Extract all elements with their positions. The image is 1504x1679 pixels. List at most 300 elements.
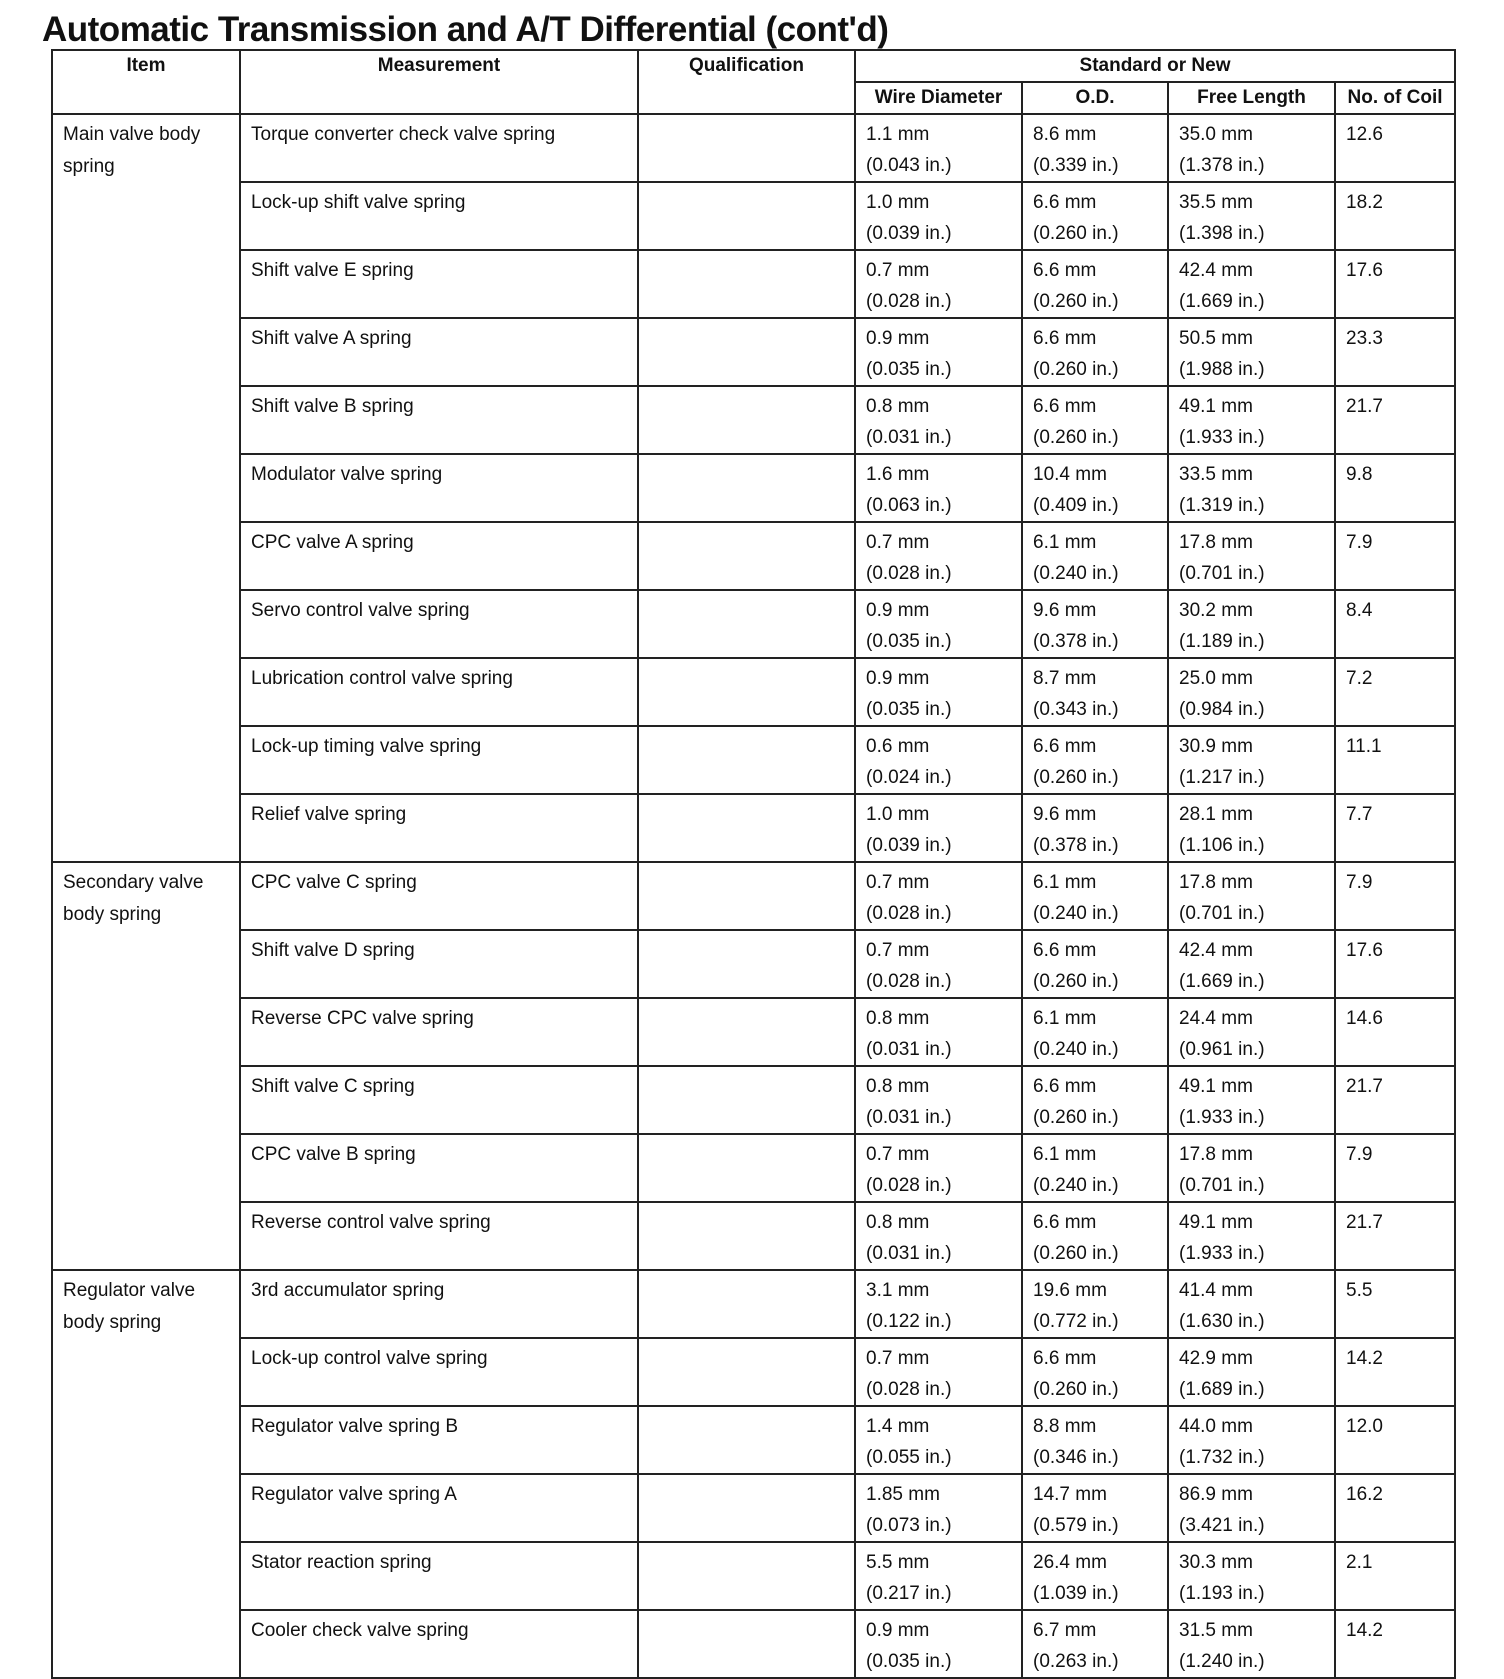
no-of-coil-cell [1335,1542,1455,1610]
free-length-cell [1168,1338,1335,1406]
qualification-value [639,999,854,1003]
free-length-cell [1168,1202,1335,1270]
od-in: (0.260 in.) [1033,1107,1119,1128]
no-of-coil-cell [1335,794,1455,862]
qualification-value [639,1475,854,1479]
no-of-coil-cell [1335,454,1455,522]
no-of-coil-value: 7.2 [1346,668,1373,689]
od-mm: 8.7 mm [1033,668,1097,689]
wire-diameter-mm: 0.7 mm [866,940,930,961]
od-mm: 9.6 mm [1033,600,1097,621]
measurement-label: Shift valve E spring [251,260,414,281]
od-in: (0.260 in.) [1033,767,1119,788]
free-length-cell [1168,182,1335,250]
free-length-in: (1.689 in.) [1179,1379,1265,1400]
qualification-cell [638,522,855,590]
wire-diameter-cell [855,862,1022,930]
table-row [52,998,1455,1066]
od-cell [1022,386,1168,454]
measurement-label: Relief valve spring [251,804,407,825]
od-in: (0.343 in.) [1033,699,1119,720]
free-length-cell [1168,386,1335,454]
qualification-value [639,455,854,459]
table-row [52,386,1455,454]
od-mm: 6.6 mm [1033,1076,1097,1097]
qualification-value [639,1543,854,1547]
no-of-coil-value: 23.3 [1346,328,1383,349]
od-in: (0.260 in.) [1033,1379,1119,1400]
no-of-coil-value: 17.6 [1346,260,1383,281]
od-in: (0.339 in.) [1033,155,1119,176]
qualification-cell [638,1542,855,1610]
no-of-coil-value: 17.6 [1346,940,1383,961]
measurement-cell [240,998,638,1066]
no-of-coil-cell [1335,318,1455,386]
qualification-cell [638,1066,855,1134]
measurement-label: CPC valve A spring [251,532,414,553]
od-cell [1022,658,1168,726]
wire-diameter-in: (0.035 in.) [866,631,952,652]
measurement-label: Modulator valve spring [251,464,443,485]
no-of-coil-value: 11.1 [1346,736,1382,757]
table-row [52,930,1455,998]
measurement-label: Shift valve C spring [251,1076,415,1097]
no-of-coil-value: 14.2 [1346,1348,1383,1369]
no-of-coil-value: 7.9 [1346,532,1373,553]
od-cell [1022,454,1168,522]
wire-diameter-cell [855,182,1022,250]
measurement-cell [240,794,638,862]
free-length-mm: 25.0 mm [1179,668,1253,689]
free-length-mm: 50.5 mm [1179,328,1253,349]
wire-diameter-cell [855,1406,1022,1474]
od-in: (0.260 in.) [1033,359,1119,380]
measurement-label: Lubrication control valve spring [251,668,513,689]
qualification-cell [638,250,855,318]
wire-diameter-mm: 0.8 mm [866,396,930,417]
measurement-cell [240,1066,638,1134]
od-mm: 6.6 mm [1033,736,1097,757]
table-row [52,590,1455,658]
wire-diameter-in: (0.073 in.) [866,1515,952,1536]
od-cell [1022,1338,1168,1406]
header-no-of-coil: No. of Coil [1335,82,1455,114]
free-length-cell [1168,726,1335,794]
qualification-value [639,1203,854,1207]
od-in: (0.378 in.) [1033,835,1119,856]
od-mm: 14.7 mm [1033,1484,1107,1505]
wire-diameter-in: (0.031 in.) [866,1107,952,1128]
table-row [52,1406,1455,1474]
od-cell [1022,250,1168,318]
free-length-in: (1.217 in.) [1179,767,1265,788]
measurement-cell [240,1338,638,1406]
measurement-cell [240,1474,638,1542]
no-of-coil-value: 16.2 [1346,1484,1383,1505]
free-length-in: (1.630 in.) [1179,1311,1265,1332]
table-body [52,114,1455,1678]
wire-diameter-mm: 3.1 mm [866,1280,930,1301]
qualification-cell [638,590,855,658]
qualification-cell [638,1202,855,1270]
od-mm: 26.4 mm [1033,1552,1107,1573]
measurement-label: Shift valve B spring [251,396,414,417]
qualification-value [639,523,854,527]
measurement-label: Reverse CPC valve spring [251,1008,474,1029]
od-mm: 9.6 mm [1033,804,1097,825]
wire-diameter-in: (0.035 in.) [866,1651,952,1672]
no-of-coil-cell [1335,1270,1455,1338]
measurement-cell [240,590,638,658]
wire-diameter-in: (0.028 in.) [866,563,952,584]
free-length-in: (1.193 in.) [1179,1583,1265,1604]
measurement-label: Cooler check valve spring [251,1620,469,1641]
od-in: (0.772 in.) [1033,1311,1119,1332]
measurement-label: Torque converter check valve spring [251,124,556,145]
free-length-mm: 49.1 mm [1179,1212,1253,1233]
free-length-mm: 86.9 mm [1179,1484,1253,1505]
measurement-cell [240,1406,638,1474]
no-of-coil-cell [1335,250,1455,318]
free-length-in: (0.701 in.) [1179,563,1265,584]
wire-diameter-mm: 0.7 mm [866,1348,930,1369]
qualification-cell [638,114,855,182]
table-row [52,1270,1455,1338]
header-item: Item [52,50,240,114]
qualification-value [639,591,854,595]
od-cell [1022,182,1168,250]
wire-diameter-mm: 0.8 mm [866,1008,930,1029]
wire-diameter-cell [855,1610,1022,1678]
free-length-in: (1.189 in.) [1179,631,1265,652]
measurement-label: Shift valve A spring [251,328,412,349]
qualification-cell [638,1338,855,1406]
no-of-coil-cell [1335,862,1455,930]
od-mm: 19.6 mm [1033,1280,1107,1301]
od-mm: 6.6 mm [1033,940,1097,961]
qualification-cell [638,794,855,862]
free-length-in: (1.933 in.) [1179,1243,1265,1264]
measurement-label: Reverse control valve spring [251,1212,491,1233]
free-length-cell [1168,114,1335,182]
wire-diameter-mm: 1.0 mm [866,192,930,213]
free-length-mm: 35.0 mm [1179,124,1253,145]
free-length-cell [1168,794,1335,862]
table-row [52,1338,1455,1406]
free-length-mm: 17.8 mm [1179,532,1253,553]
free-length-in: (1.378 in.) [1179,155,1265,176]
free-length-in: (1.319 in.) [1179,495,1265,516]
page-title: Automatic Transmission and A/T Differential (cont'd) [42,10,889,49]
qualification-value [639,659,854,663]
free-length-mm: 24.4 mm [1179,1008,1253,1029]
od-in: (0.240 in.) [1033,1175,1119,1196]
measurement-cell [240,1542,638,1610]
wire-diameter-mm: 0.7 mm [866,532,930,553]
wire-diameter-mm: 5.5 mm [866,1552,930,1573]
od-in: (0.263 in.) [1033,1651,1119,1672]
free-length-cell [1168,318,1335,386]
qualification-value [639,1271,854,1275]
od-in: (0.240 in.) [1033,563,1119,584]
qualification-cell [638,930,855,998]
measurement-cell [240,386,638,454]
free-length-cell [1168,1542,1335,1610]
no-of-coil-value: 12.0 [1346,1416,1383,1437]
od-cell [1022,522,1168,590]
qualification-value [639,727,854,731]
measurement-cell [240,862,638,930]
measurement-cell [240,726,638,794]
od-in: (0.240 in.) [1033,903,1119,924]
no-of-coil-value: 14.2 [1346,1620,1383,1641]
measurement-label: Lock-up control valve spring [251,1348,488,1369]
od-mm: 10.4 mm [1033,464,1107,485]
wire-diameter-in: (0.031 in.) [866,427,952,448]
free-length-mm: 41.4 mm [1179,1280,1253,1301]
measurement-label: Shift valve D spring [251,940,415,961]
od-in: (0.240 in.) [1033,1039,1119,1060]
wire-diameter-cell [855,386,1022,454]
table-row [52,250,1455,318]
wire-diameter-cell [855,590,1022,658]
item-cell [52,1270,240,1678]
table-row [52,1474,1455,1542]
wire-diameter-cell [855,454,1022,522]
wire-diameter-in: (0.028 in.) [866,971,952,992]
wire-diameter-cell [855,1338,1022,1406]
table-row [52,182,1455,250]
measurement-cell [240,1134,638,1202]
wire-diameter-cell [855,726,1022,794]
free-length-mm: 30.2 mm [1179,600,1253,621]
od-cell [1022,1542,1168,1610]
wire-diameter-mm: 0.8 mm [866,1076,930,1097]
item-label: Regulator valve body spring [63,1280,196,1333]
no-of-coil-cell [1335,522,1455,590]
no-of-coil-value: 21.7 [1346,396,1383,417]
table-row [52,522,1455,590]
no-of-coil-cell [1335,1406,1455,1474]
no-of-coil-value: 7.7 [1346,804,1373,825]
wire-diameter-mm: 0.6 mm [866,736,930,757]
od-cell [1022,726,1168,794]
wire-diameter-in: (0.043 in.) [866,155,952,176]
item-cell [52,114,240,862]
no-of-coil-value: 7.9 [1346,1144,1373,1165]
qualification-value [639,1067,854,1071]
wire-diameter-in: (0.028 in.) [866,291,952,312]
free-length-mm: 33.5 mm [1179,464,1253,485]
wire-diameter-in: (0.024 in.) [866,767,952,788]
qualification-cell [638,318,855,386]
free-length-in: (1.732 in.) [1179,1447,1265,1468]
free-length-in: (1.988 in.) [1179,359,1265,380]
free-length-mm: 17.8 mm [1179,1144,1253,1165]
free-length-mm: 49.1 mm [1179,1076,1253,1097]
wire-diameter-cell [855,930,1022,998]
free-length-cell [1168,1066,1335,1134]
free-length-in: (1.669 in.) [1179,971,1265,992]
no-of-coil-value: 18.2 [1346,192,1383,213]
wire-diameter-mm: 1.85 mm [866,1484,940,1505]
qualification-value [639,863,854,867]
wire-diameter-cell [855,1134,1022,1202]
wire-diameter-in: (0.035 in.) [866,359,952,380]
od-cell [1022,318,1168,386]
qualification-cell [638,998,855,1066]
item-label: Main valve body spring [63,124,201,177]
wire-diameter-mm: 1.1 mm [866,124,930,145]
no-of-coil-cell [1335,590,1455,658]
qualification-cell [638,454,855,522]
wire-diameter-in: (0.035 in.) [866,699,952,720]
no-of-coil-value: 12.6 [1346,124,1383,145]
qualification-cell [638,1270,855,1338]
wire-diameter-cell [855,522,1022,590]
wire-diameter-cell [855,1474,1022,1542]
od-mm: 6.6 mm [1033,396,1097,417]
no-of-coil-cell [1335,726,1455,794]
no-of-coil-value: 7.9 [1346,872,1373,893]
wire-diameter-mm: 0.7 mm [866,872,930,893]
qualification-cell [638,386,855,454]
no-of-coil-value: 2.1 [1346,1552,1373,1573]
wire-diameter-in: (0.039 in.) [866,223,952,244]
od-cell [1022,1066,1168,1134]
header-wire-diameter: Wire Diameter [855,82,1022,114]
qualification-value [639,115,854,119]
od-mm: 6.6 mm [1033,1212,1097,1233]
od-cell [1022,114,1168,182]
free-length-mm: 42.4 mm [1179,940,1253,961]
wire-diameter-in: (0.063 in.) [866,495,952,516]
free-length-cell [1168,1270,1335,1338]
free-length-cell [1168,1134,1335,1202]
measurement-cell [240,182,638,250]
item-cell [52,862,240,1270]
od-mm: 6.1 mm [1033,1144,1097,1165]
od-in: (0.260 in.) [1033,291,1119,312]
wire-diameter-cell [855,1542,1022,1610]
free-length-cell [1168,1406,1335,1474]
spring-spec-table [51,49,1456,1679]
od-mm: 6.1 mm [1033,1008,1097,1029]
free-length-mm: 42.9 mm [1179,1348,1253,1369]
wire-diameter-cell [855,1270,1022,1338]
header-qualification: Qualification [638,50,855,114]
wire-diameter-cell [855,998,1022,1066]
no-of-coil-value: 9.8 [1346,464,1373,485]
free-length-in: (1.933 in.) [1179,1107,1265,1128]
qualification-value [639,251,854,255]
free-length-in: (3.421 in.) [1179,1515,1265,1536]
free-length-in: (0.701 in.) [1179,903,1265,924]
od-cell [1022,794,1168,862]
wire-diameter-mm: 0.7 mm [866,260,930,281]
measurement-cell [240,930,638,998]
table-row [52,1066,1455,1134]
free-length-mm: 49.1 mm [1179,396,1253,417]
wire-diameter-mm: 0.9 mm [866,668,930,689]
no-of-coil-cell [1335,114,1455,182]
header-measurement: Measurement [240,50,638,114]
wire-diameter-in: (0.031 in.) [866,1039,952,1060]
no-of-coil-cell [1335,658,1455,726]
od-in: (0.409 in.) [1033,495,1119,516]
no-of-coil-cell [1335,1610,1455,1678]
od-mm: 6.6 mm [1033,260,1097,281]
header-standard-or-new: Standard or New [855,50,1455,82]
no-of-coil-value: 5.5 [1346,1280,1373,1301]
qualification-value [639,319,854,323]
free-length-in: (1.106 in.) [1179,835,1265,856]
od-mm: 6.6 mm [1033,328,1097,349]
table-row [52,862,1455,930]
table-row [52,1134,1455,1202]
free-length-cell [1168,1610,1335,1678]
qualification-value [639,183,854,187]
od-in: (0.378 in.) [1033,631,1119,652]
free-length-in: (1.240 in.) [1179,1651,1265,1672]
qualification-cell [638,726,855,794]
no-of-coil-cell [1335,1134,1455,1202]
no-of-coil-value: 8.4 [1346,600,1373,621]
od-mm: 8.6 mm [1033,124,1097,145]
table-row [52,318,1455,386]
table-row [52,1542,1455,1610]
qualification-value [639,387,854,391]
od-cell [1022,1474,1168,1542]
od-mm: 6.1 mm [1033,872,1097,893]
free-length-mm: 28.1 mm [1179,804,1253,825]
wire-diameter-cell [855,658,1022,726]
qualification-cell [638,182,855,250]
free-length-cell [1168,1474,1335,1542]
wire-diameter-mm: 1.0 mm [866,804,930,825]
wire-diameter-mm: 0.9 mm [866,600,930,621]
measurement-cell [240,522,638,590]
od-cell [1022,1134,1168,1202]
qualification-value [639,795,854,799]
od-cell [1022,1270,1168,1338]
wire-diameter-in: (0.122 in.) [866,1311,952,1332]
no-of-coil-value: 21.7 [1346,1076,1383,1097]
wire-diameter-in: (0.217 in.) [866,1583,952,1604]
wire-diameter-cell [855,1202,1022,1270]
od-cell [1022,998,1168,1066]
wire-diameter-in: (0.028 in.) [866,903,952,924]
free-length-cell [1168,658,1335,726]
table-row [52,726,1455,794]
free-length-cell [1168,522,1335,590]
table-row [52,1610,1455,1678]
qualification-cell [638,1610,855,1678]
free-length-mm: 17.8 mm [1179,872,1253,893]
measurement-cell [240,250,638,318]
measurement-cell [240,318,638,386]
table-row [52,454,1455,522]
od-in: (1.039 in.) [1033,1583,1119,1604]
measurement-label: Lock-up timing valve spring [251,736,482,757]
measurement-cell [240,1202,638,1270]
od-in: (0.260 in.) [1033,971,1119,992]
qualification-cell [638,1474,855,1542]
wire-diameter-mm: 0.9 mm [866,1620,930,1641]
free-length-mm: 42.4 mm [1179,260,1253,281]
measurement-label: 3rd accumulator spring [251,1280,445,1301]
qualification-cell [638,1406,855,1474]
